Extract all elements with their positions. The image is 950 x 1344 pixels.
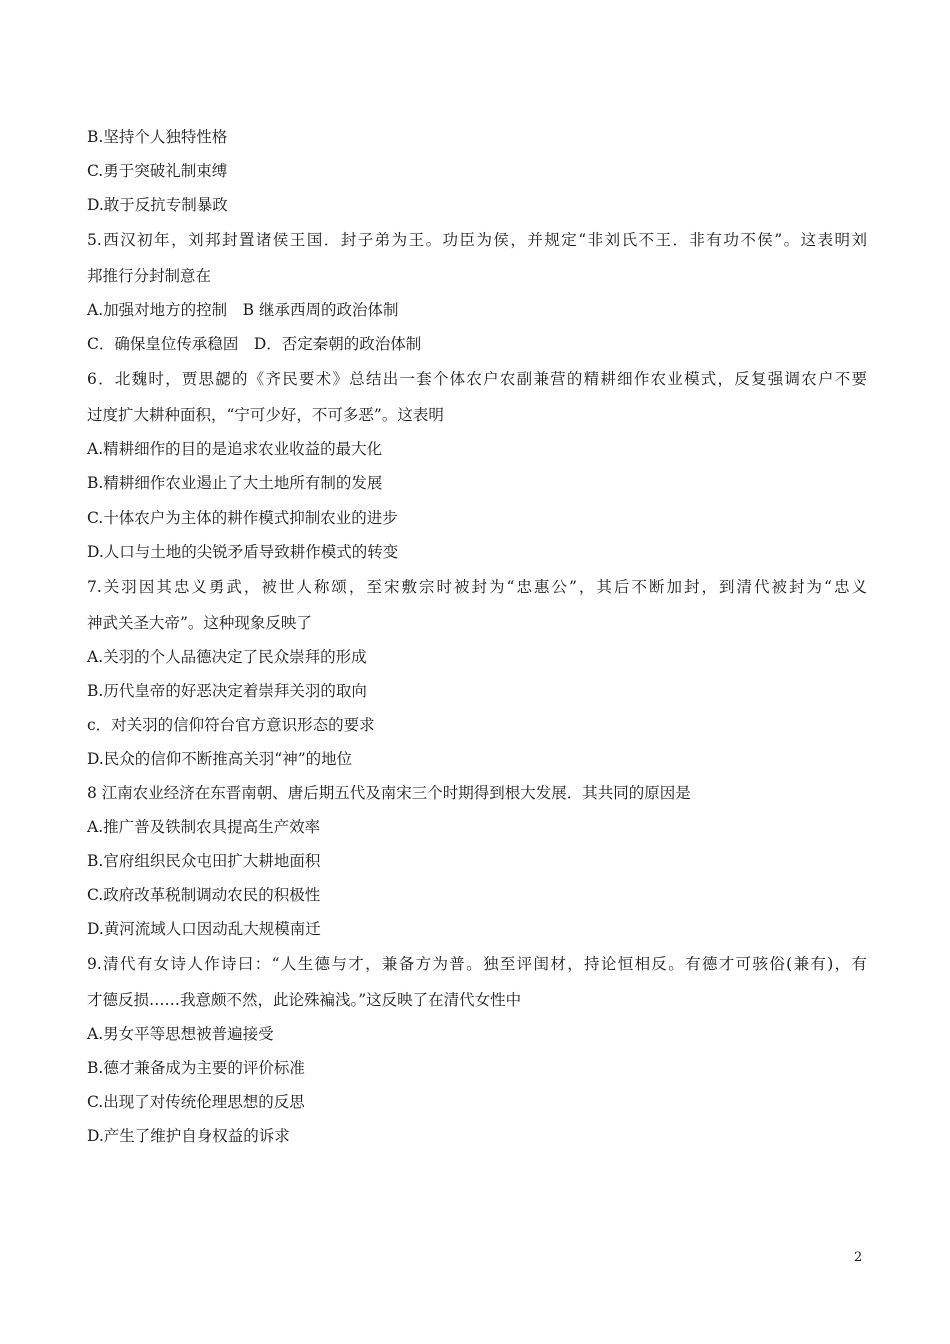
- question-5-stem-line-1: 5.西汉初年，刘邦封置诸侯王国．封子弟为王。功臣为侯，并规定“非刘氏不王．非有功不侯”。这表明刘: [87, 231, 867, 249]
- option-d-q7: D.民众的信仰不断推高关羽“神”的地位: [87, 750, 353, 768]
- question-5-options-ab: A.加强对地方的控制 B 继承西周的政治体制: [87, 301, 399, 319]
- option-c-q8: C.政府改革税制调动农民的积极性: [87, 886, 321, 904]
- option-c-q7: c．对关羽的信仰符台官方意识形态的要求: [87, 716, 375, 734]
- option-b-q6: B.精耕细作农业遏止了大土地所有制的发展: [87, 474, 383, 492]
- option-b-q9: B.德才兼备成为主要的评价标准: [87, 1059, 305, 1077]
- page-number: 2: [854, 1250, 863, 1265]
- question-7-stem-line-1: 7.关羽因其忠义勇武，被世人称颂，至宋敷宗时被封为“忠惠公”，其后不断加封，到清代被封为“忠义: [87, 578, 867, 596]
- option-c-q6: C.十体农户为主体的耕作模式抑制农业的进步: [87, 509, 398, 527]
- option-a-q7: A.关羽的个人品德决定了民众崇拜的形成: [87, 648, 367, 666]
- question-6-stem-line-2: 过度扩大耕种面积，“宁可少好，不可多恶”。这表明: [87, 406, 444, 424]
- option-b-q7: B.历代皇帝的好恶决定着崇拜关羽的取向: [87, 682, 367, 700]
- question-9-stem-line-2: 才德反损……我意颇不然，此论殊褊浅。”这反映了在清代女性中: [87, 991, 522, 1009]
- option-b-q8: B.官府组织民众屯田扩大耕地面积: [87, 852, 321, 870]
- option-d-q6: D.人口与土地的尖锐矛盾导致耕作模式的转变: [87, 543, 399, 561]
- option-c-q4: C.勇于突破礼制束缚: [87, 162, 228, 180]
- question-8-stem: 8 江南农业经济在东晋南朝、唐后期五代及南宋三个时期得到根大发展．其共同的原因是: [87, 784, 691, 802]
- option-d-q4: D.敢于反抗专制暴政: [87, 196, 228, 214]
- question-5-options-cd: C．确保皇位传承稳固 D．否定秦朝的政治体制: [87, 335, 422, 353]
- question-6-stem-line-1: 6．北魏时，贾思勰的《齐民要术》总结出一套个体农户农副兼营的精耕细作农业模式，反复强调农户不要: [87, 370, 867, 388]
- option-d-q9: D.产生了维护自身权益的诉求: [87, 1127, 290, 1145]
- option-a-q6: A.精耕细作的目的是追求农业收益的最大化: [87, 440, 383, 458]
- question-5-stem-line-2: 邦推行分封制意在: [87, 267, 212, 285]
- question-7-stem-line-2: 神武关圣大帝”。这种现象反映了: [87, 614, 312, 632]
- option-c-q9: C.出现了对传统伦理思想的反思: [87, 1093, 305, 1111]
- option-a-q9: A.男女平等思想被普遍接受: [87, 1025, 274, 1043]
- question-9-stem-line-1: 9.清代有女诗人作诗曰：“人生德与才，兼备方为普。独至评闺材，持论恒相反。有德才可骇俗(兼有)，有: [87, 955, 867, 973]
- option-a-q8: A.推广普及铁制农具提高生产效率: [87, 818, 321, 836]
- option-d-q8: D.黄河流域人口因动乱大规模南迁: [87, 920, 321, 938]
- option-b-q4: B.坚持个人独特性格: [87, 128, 228, 146]
